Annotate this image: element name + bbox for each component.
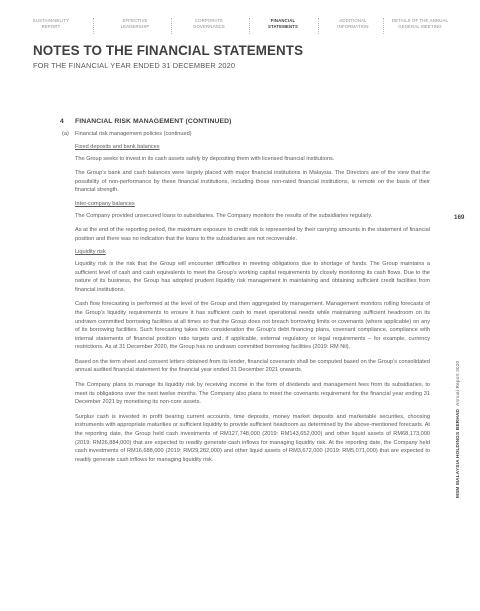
paragraph: The Group seeks to invest in its cash assets safely by depositing them with licensed financial institutions. [75,155,335,162]
section-number: 4 [60,118,64,125]
nav-divider [93,18,94,34]
top-navigation [16,18,446,40]
report-name: Annual Report 2020 [455,360,460,406]
nav-label-line1: FINANCIAL [270,18,296,23]
page-number: 169 [454,214,465,221]
paragraph: Cash flow forecasting is performed at the level of the Group and then aggregated by management. Management monitors rolling forecasts of the Group’s liquidity requirements to ensure it has sufficient cash to meet operational needs while maintaining sufficient headroom on its undrawn committed borrowing facilities at all times so that the Group does not breach borrowing limits or covenants (where applicable) on any of its borrowing facilities. Such forecasting takes into consideration the Group’s debt financing plans, covenant compliance, compliance with internal statements of financial position ratio targets and, if applicable, external regulatory or legal requirements – for example, currency restrictions. As at 31 December 2020, the Group has no undrawn committed borrowing facilities (2019: RM Nil). [75,301,430,351]
nav-label-line1: ADDITIONAL [339,18,367,23]
nav-item-annual-general-meeting[interactable] [385,18,455,29]
nav-item-sustainability-report[interactable] [16,18,86,29]
subsection-label: (a) [62,131,69,137]
nav-item-additional-information[interactable] [318,18,388,29]
nav-divider [171,18,172,34]
nav-item-financial-statements[interactable] [248,18,318,29]
nav-label-line2: GOVERNANCE [192,23,226,29]
paragraph: Liquidity risk is the risk that the Group will encounter difficulties in meeting obligations due to shortage of funds. The Group maintains a sufficient level of cash and cash equivalents to meet the Group’s working capital requirements by closely monitoring its cash flows. Due to the nature of its business, the Group has adopted prudent liquidity risk management in maintaining and obtaining sufficient credit facilities from financial institutions. [75,260,430,293]
note-body [75,143,430,464]
paragraph: The Company plans to manage its liquidity risk by receiving income in the form of dividends and management fees from its subsidiaries, to meet its obligations over the next twelve months. The Company also plans to meet the covenants requirement for the financial year ending 31 December 2021 by monetising its non-core assets. [75,382,430,406]
nav-label-line2: STATEMENTS [268,23,298,29]
nav-divider [383,18,384,34]
nav-label-line2: LEADERSHIP [120,23,150,29]
paragraph: Based on the term sheet and consent letters obtained from its lender, financial covenants shall be computed based on the Group’s consolidated annual audited financial statement for the financial year ended 31 December 2021 onwards. [75,358,431,374]
company-name: MSM MALAYSIA HOLDINGS BERHAD [455,408,460,498]
heading-inter-company-balances: Inter-company balances [75,200,135,207]
nav-label-line2: REPORT [41,23,61,29]
paragraph: As at the end of the reporting period, the maximum exposure to credit risk is represented by their carrying amounts in the statement of financial position and there was no indication that the loans to the subsidiaries are not recoverable. [75,227,430,242]
side-running-title [455,238,460,498]
subsection-title: Financial risk management policies (continued) [75,131,192,137]
nav-label-line2: GENERAL MEETING [398,23,442,29]
nav-label-line1: EFFECTIVE [122,18,148,23]
nav-label-line2: INFORMATION [337,23,369,29]
paragraph: The Company provided unsecured loans to subsidiaries. The Company monitors the results of the subsidiaries regularly. [75,212,373,219]
nav-label-line1: CORPORATE [194,18,224,23]
nav-label-line1: DETAILS OF THE ANNUAL [392,18,448,23]
paragraph: The Group’s bank and cash balances were largely placed with major financial institutions in Malaysia. The Directors are of the view that the possibility of non-performance by these financial institutions, including those non-rated financial institutions, is remote on the basis of their financial strength. [75,170,430,194]
paragraph: Surplus cash is invested in profit bearing current accounts, time deposits, money market deposits and marketable securities, choosing instruments with appropriate maturities or sufficient liquidity to provide sufficient headroom as determined by the above-mentioned forecasts. At the reporting date, the Group held cash investments of RM127,748,000 (2019: RM143,652,000) and other liquid assets of RM68,173,000 (2019: RM26,884,000) that are expected to readily generate cash inflows for managing liquidity risk. At the reporting date, the Company held cash investments of RM16,688,000 (2019: RM29,282,000) and other liquid assets of RM3,672,000 (2019: RM5,071,000) that are expected to readily generate cash inflows for managing liquidity risk. [75,413,430,463]
nav-item-corporate-governance[interactable] [174,18,244,29]
heading-fixed-deposits: Fixed deposits and bank balances [75,144,160,150]
nav-label-line1: SUSTAINABILITY [32,18,70,23]
page-title: NOTES TO THE FINANCIAL STATEMENTS [33,43,304,58]
page-subtitle: FOR THE FINANCIAL YEAR ENDED 31 DECEMBER 2020 [33,61,236,70]
nav-item-effective-leadership[interactable] [100,18,170,29]
heading-liquidity-risk: Liquidity risk [75,249,106,256]
section-title: FINANCIAL RISK MANAGEMENT (CONTINUED) [75,118,232,125]
